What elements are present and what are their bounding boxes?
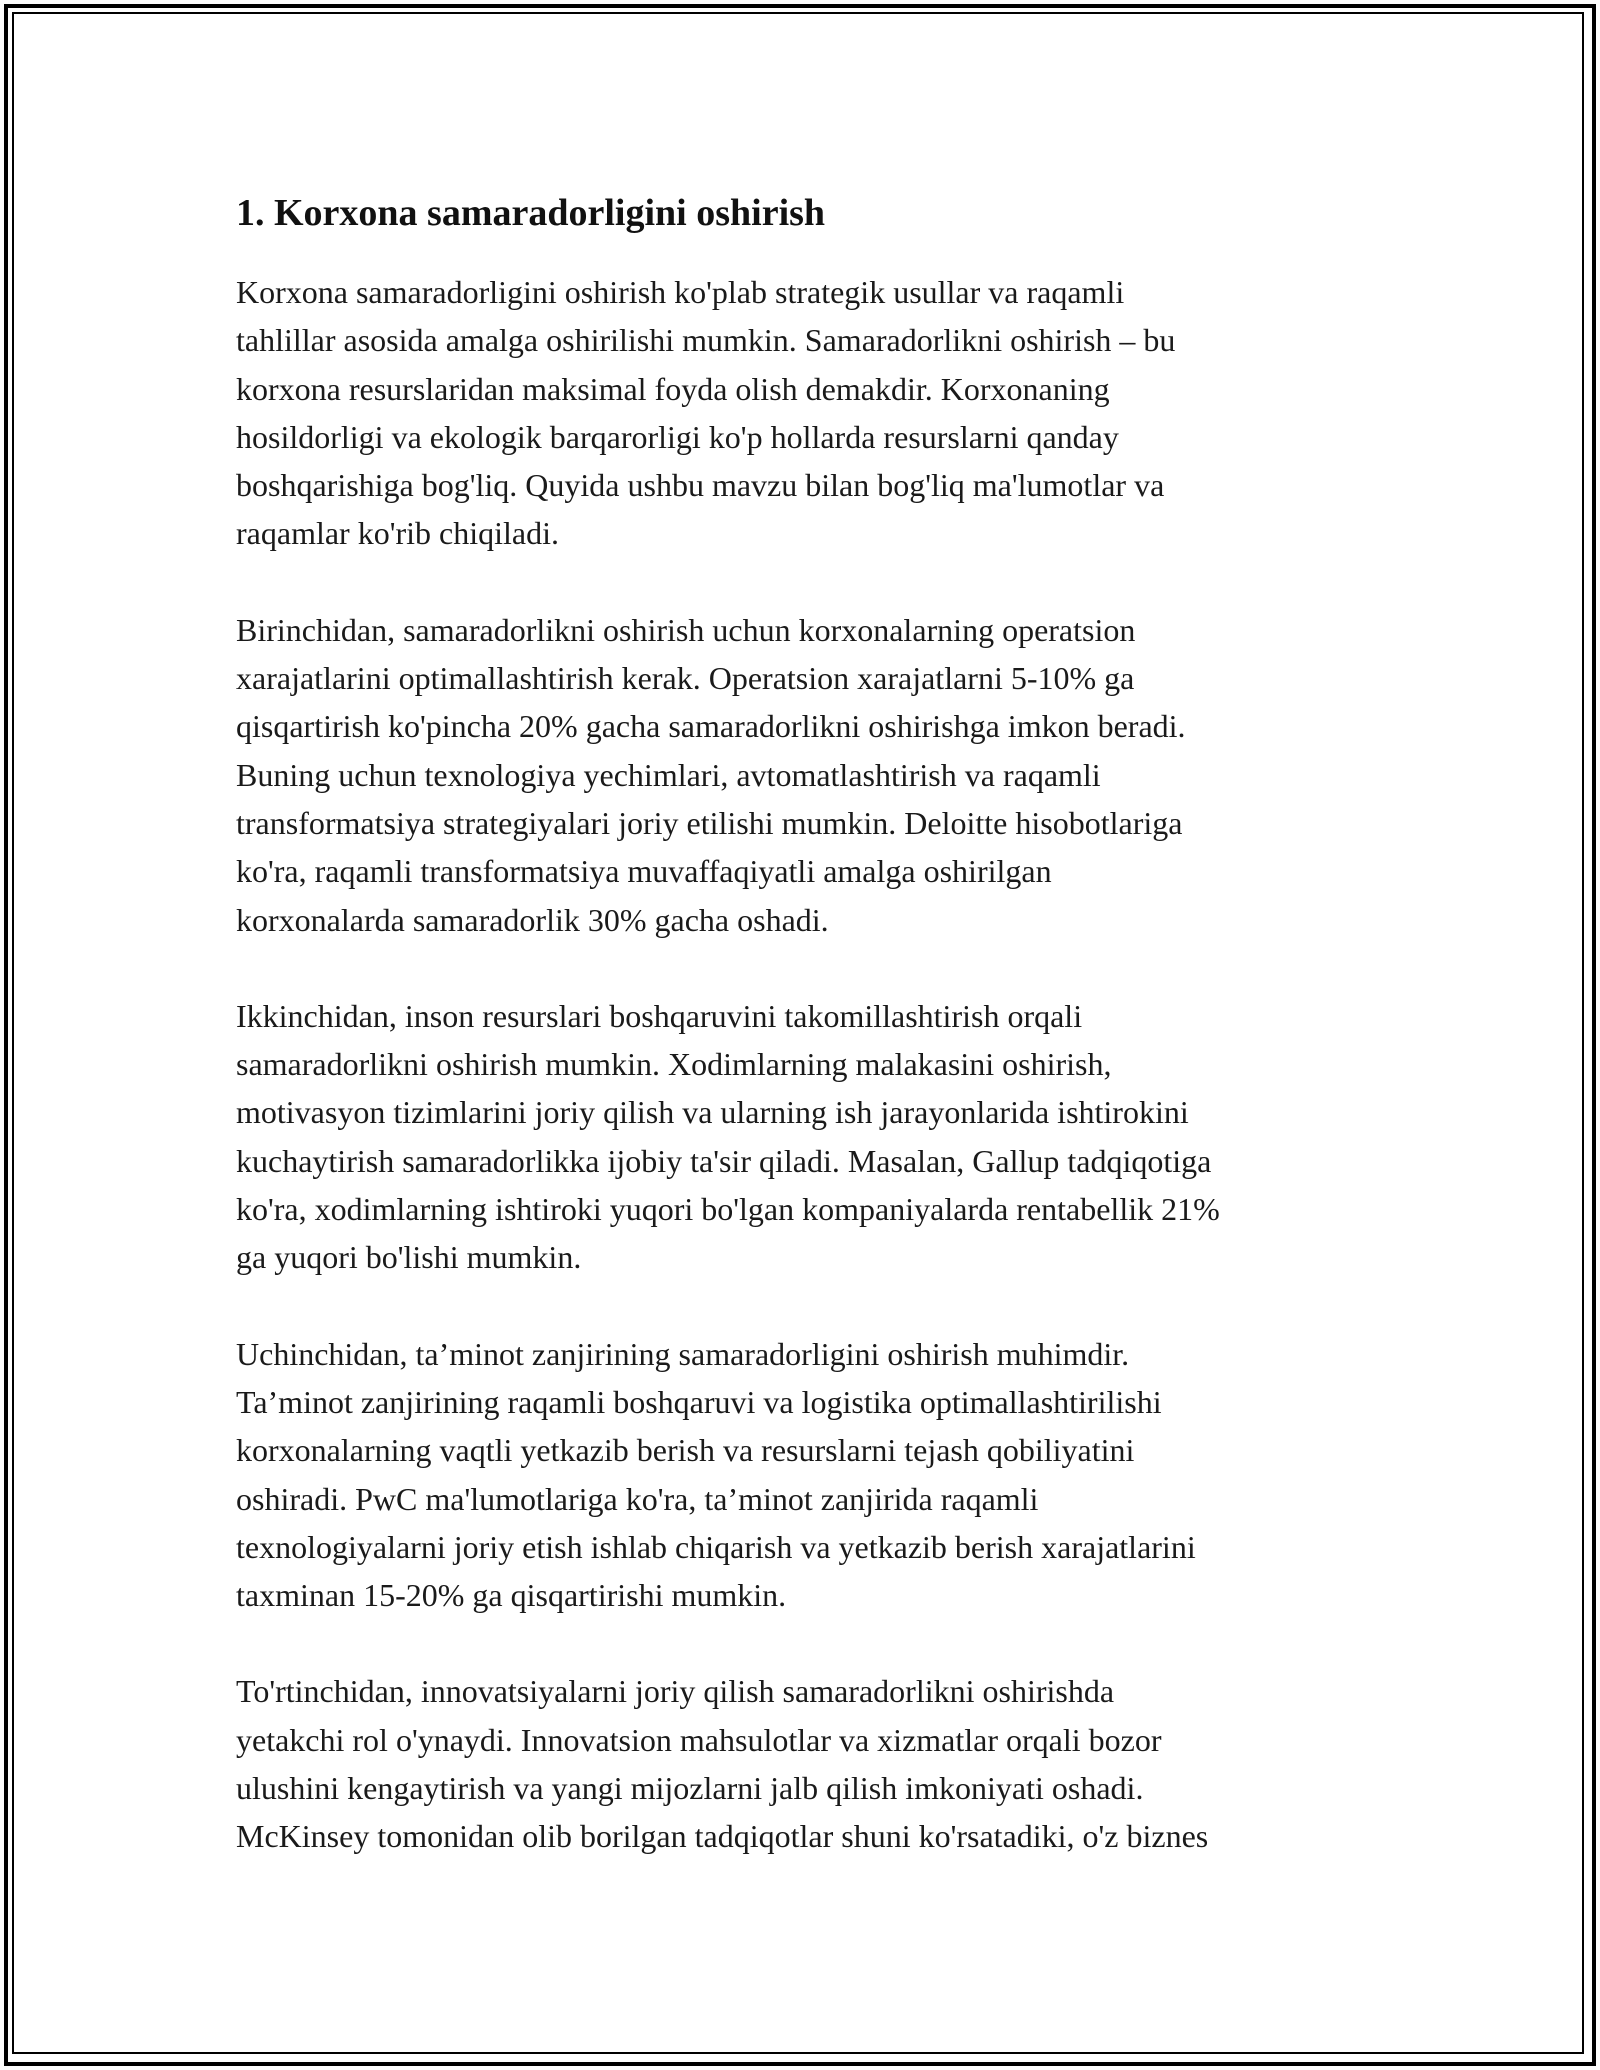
text-line: kuchaytirish samaradorlikka ijobiy ta'sir qiladi. Masalan, Gallup tadqiqotiga — [236, 1142, 1212, 1179]
text-line: hosildorligi va ekologik barqarorligi ko'p hollarda resurslarni qanday — [236, 418, 1119, 455]
text-line: yetakchi rol o'ynaydi. Innovatsion mahsulotlar va xizmatlar orqali bozor — [236, 1721, 1162, 1758]
text-line: korxonalarda samaradorlik 30% gacha oshadi. — [236, 901, 829, 938]
text-line: samaradorlikni oshirish mumkin. Xodimlarning malakasini oshirish, — [236, 1046, 1112, 1083]
text-line: Ta’minot zanjirining raqamli boshqaruvi va logistika optimallashtirilishi — [236, 1383, 1162, 1420]
text-line: Uchinchidan, ta’minot zanjirining samaradorligini oshirish muhimdir. — [236, 1335, 1130, 1372]
paragraph-second-point — [236, 992, 1376, 1282]
text-line: Ikkinchidan, inson resurslari boshqaruvini takomillashtirish orqali — [236, 997, 1083, 1034]
text-line: korxonalarning vaqtli yetkazib berish va resurslarni tejash qobiliyatini — [236, 1432, 1135, 1469]
text-line: Korxona samaradorligini oshirish ko'plab strategik usullar va raqamli — [236, 274, 1125, 310]
document-body — [236, 186, 1376, 1909]
text-line: Birinchidan, samaradorlikni oshirish uchun korxonalarning operatsion — [236, 611, 1136, 648]
text-line: xarajatlarini optimallashtirish kerak. Operatsion xarajatlarni 5-10% ga — [236, 660, 1135, 697]
text-line: texnologiyalarni joriy etish ishlab chiqarish va yetkazib berish xarajatlarini — [236, 1528, 1196, 1565]
text-line: To'rtinchidan, innovatsiyalarni joriy qilish samaradorlikni oshirishda — [236, 1673, 1115, 1710]
text-line: taxminan 15-20% ga qisqartirishi mumkin. — [236, 1577, 787, 1614]
text-line: ga yuqori bo'lishi mumkin. — [236, 1239, 582, 1276]
paragraph-third-point — [236, 1330, 1376, 1620]
text-line: qisqartirish ko'pincha 20% gacha samaradorlikni oshirishga imkon beradi. — [236, 708, 1186, 745]
text-line: ko'ra, raqamli transformatsiya muvaffaqiyatli amalga oshirilgan — [236, 853, 1052, 890]
text-line: tahlillar asosida amalga oshirilishi mumkin. Samaradorlikni oshirish – bu — [236, 322, 1176, 359]
text-line: boshqarishiga bog'liq. Quyida ushbu mavzu bilan bog'liq ma'lumotlar va — [236, 467, 1165, 504]
text-line: ulushini kengaytirish va yangi mijozlarni jalb qilish imkoniyati oshadi. — [236, 1770, 1144, 1807]
text-line: oshiradi. PwC ma'lumotlariga ko'ra, ta’minot zanjirida raqamli — [236, 1480, 1039, 1517]
text-line: transformatsiya strategiyalari joriy etilishi mumkin. Deloitte hisobotlariga — [236, 804, 1183, 841]
paragraph-first-point — [236, 606, 1376, 944]
text-line: ko'ra, xodimlarning ishtiroki yuqori bo'lgan kompaniyalarda rentabellik 21% — [236, 1191, 1220, 1228]
text-line: McKinsey tomonidan olib borilgan tadqiqotlar shuni ko'rsatadiki, o'z biznes — [236, 1818, 1209, 1855]
paragraph-intro — [236, 268, 1376, 558]
text-line: korxona resurslaridan maksimal foyda olish demakdir. Korxonaning — [236, 370, 1110, 407]
text-line: motivasyon tizimlarini joriy qilish va ularning ish jarayonlarida ishtirokini — [236, 1094, 1189, 1131]
text-line: raqamlar ko'rib chiqiladi. — [236, 515, 559, 552]
paragraph-fourth-point — [236, 1667, 1376, 1860]
section-heading: 1. Korxona samaradorligini oshirish — [236, 192, 826, 234]
text-line: Buning uchun texnologiya yechimlari, avtomatlashtirish va raqamli — [236, 756, 1101, 793]
